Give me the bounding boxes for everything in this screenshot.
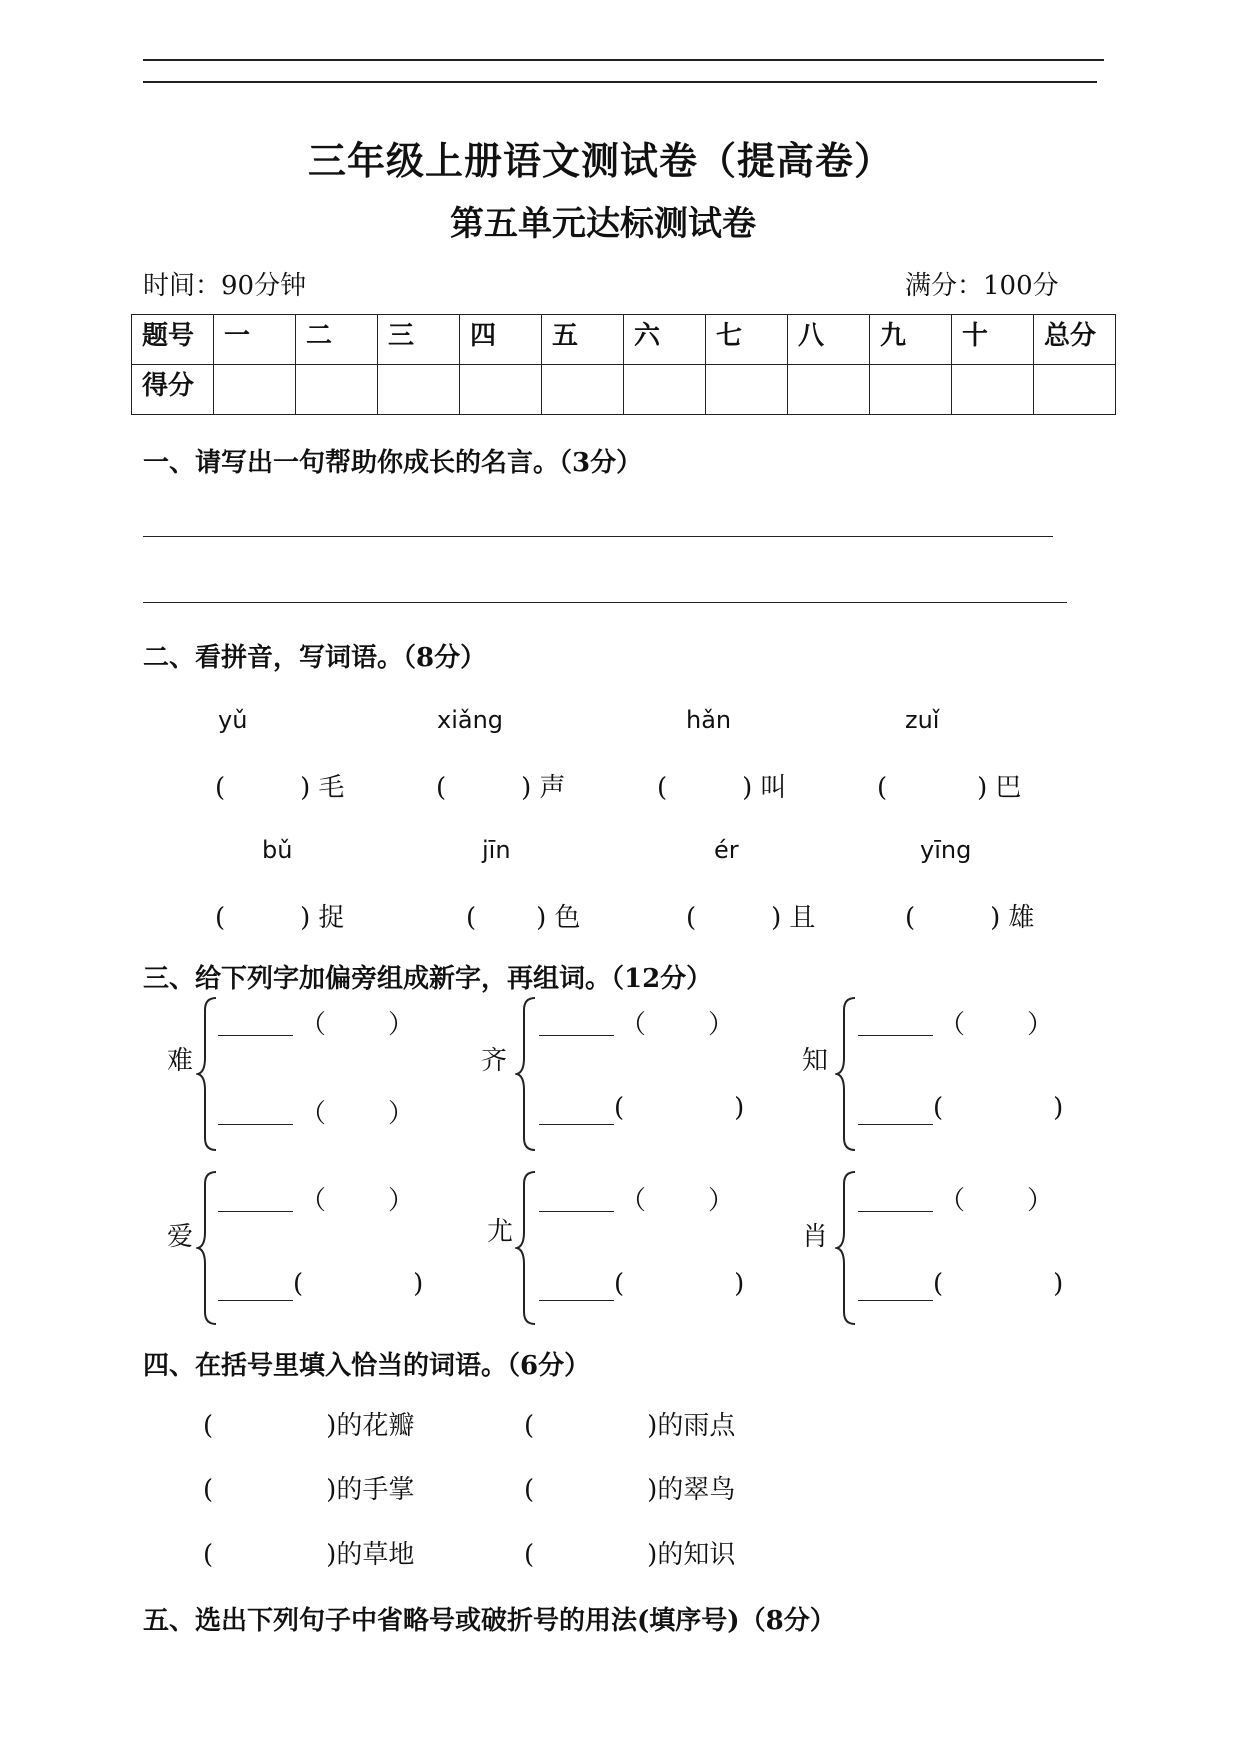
paren-close: ) [647, 1411, 658, 1441]
radical-blank[interactable] [858, 1035, 933, 1036]
header-cell: 八 [788, 315, 870, 365]
left-brace-icon [515, 1170, 537, 1326]
paren-open: （ [300, 1099, 327, 1129]
time-label: 时间：90分钟 [143, 271, 307, 301]
header-cell: 七 [706, 315, 788, 365]
score-cell[interactable] [460, 365, 542, 415]
word-char: 声 [539, 773, 566, 803]
left-brace-icon [835, 1170, 857, 1326]
radical-char: 难 [167, 1046, 194, 1076]
pinyin-answer-item[interactable] [877, 767, 1021, 804]
paren-close: ) [977, 773, 988, 803]
paren-close: ) [326, 1540, 337, 1570]
pinyin: bǔ [262, 836, 293, 864]
paren-open: ( [436, 773, 447, 803]
paren-open: ( [614, 1093, 625, 1123]
radical-blank[interactable] [218, 1211, 293, 1212]
paren-open: （ [300, 1010, 327, 1040]
paren-close: ) [647, 1475, 658, 1505]
pinyin: yǔ [218, 706, 248, 734]
paren-close: ) [990, 903, 1001, 933]
paren-close: ) [647, 1540, 658, 1570]
word-char: 色 [554, 903, 581, 933]
page-title: 三年级上册语文测试卷（提高卷） [308, 138, 894, 183]
fill-phrase: 的翠鸟 [657, 1475, 736, 1505]
paren-close: ) [1053, 1269, 1064, 1299]
radical-paren[interactable] [620, 1180, 734, 1217]
section-5-heading: 五、选出下列句子中省略号或破折号的用法(填序号)（8分） [143, 1606, 836, 1636]
score-cell[interactable] [788, 365, 870, 415]
radical-char: 爱 [167, 1222, 194, 1252]
word-char: 雄 [1008, 903, 1035, 933]
left-brace-icon [196, 996, 218, 1152]
header-cell: 总分 [1034, 315, 1116, 365]
paren-close: ) [734, 1269, 745, 1299]
header-cell: 九 [870, 315, 952, 365]
header-cell: 十 [952, 315, 1034, 365]
radical-blank[interactable] [218, 1124, 293, 1125]
pinyin: zuǐ [905, 706, 940, 734]
radical-blank[interactable] [858, 1300, 933, 1301]
paren-open: ( [614, 1269, 625, 1299]
header-cell: 题号 [132, 315, 214, 365]
paren-close: ) [300, 903, 311, 933]
fill-item[interactable] [203, 1405, 414, 1442]
paren-open: （ [939, 1010, 966, 1040]
score-cell[interactable] [706, 365, 788, 415]
radical-paren[interactable] [300, 1004, 414, 1041]
word-char: 巴 [995, 773, 1022, 803]
score-cell[interactable] [378, 365, 460, 415]
radical-blank[interactable] [858, 1124, 933, 1125]
score-table-score-row [132, 365, 1116, 415]
paren-close: ) [771, 903, 782, 933]
radical-char: 知 [802, 1046, 829, 1076]
paren-close: ) [536, 903, 547, 933]
paren-open: ( [877, 773, 888, 803]
top-rule-1 [143, 59, 1104, 61]
score-cell[interactable] [624, 365, 706, 415]
paren-close: ) [742, 773, 753, 803]
paren-close: ) [413, 1269, 424, 1299]
pinyin-answer-item[interactable] [905, 897, 1034, 934]
score-cell[interactable] [214, 365, 296, 415]
radical-char: 尤 [487, 1217, 514, 1247]
paren-open: ( [524, 1475, 535, 1505]
paren-close: ） [708, 1186, 735, 1216]
section-3-heading: 三、给下列字加偏旁组成新字，再组词。（12分） [143, 964, 713, 994]
score-cell[interactable] [952, 365, 1034, 415]
score-cell[interactable] [296, 365, 378, 415]
radical-paren[interactable] [614, 1093, 744, 1123]
header-cell: 一 [214, 315, 296, 365]
paren-open: ( [203, 1540, 214, 1570]
page-subtitle: 第五单元达标测试卷 [450, 204, 756, 244]
paren-open: （ [300, 1186, 327, 1216]
pinyin-answer-item[interactable] [657, 767, 786, 804]
fill-phrase: 的花瓣 [336, 1411, 415, 1441]
fill-item[interactable] [524, 1405, 735, 1442]
score-table-header-row [132, 315, 1116, 365]
paren-open: ( [215, 903, 226, 933]
radical-paren[interactable] [939, 1004, 1053, 1041]
paren-open: ( [203, 1475, 214, 1505]
paren-open: ( [203, 1411, 214, 1441]
score-table [131, 314, 1116, 415]
paren-close: ） [1027, 1186, 1054, 1216]
paren-close: ) [734, 1093, 745, 1123]
radical-paren[interactable] [939, 1180, 1053, 1217]
radical-blank[interactable] [218, 1035, 293, 1036]
word-char: 且 [789, 903, 816, 933]
pinyin-answer-item[interactable] [215, 767, 344, 804]
score-cell[interactable] [1034, 365, 1116, 415]
paren-close: ) [326, 1411, 337, 1441]
radical-blank[interactable] [858, 1211, 933, 1212]
paren-close: ) [521, 773, 532, 803]
radical-blank[interactable] [539, 1124, 614, 1125]
fill-item[interactable] [203, 1534, 414, 1571]
word-char: 毛 [318, 773, 345, 803]
paren-close: ） [388, 1186, 415, 1216]
section-1-heading: 一、请写出一句帮助你成长的名言。（3分） [143, 448, 643, 478]
fill-phrase: 的知识 [657, 1540, 736, 1570]
radical-blank[interactable] [539, 1300, 614, 1301]
pinyin: jīn [482, 836, 511, 864]
paren-open: ( [293, 1269, 304, 1299]
paren-open: ( [933, 1093, 944, 1123]
paren-open: ( [657, 773, 668, 803]
paren-open: ( [466, 903, 477, 933]
paren-close: ) [326, 1475, 337, 1505]
paren-open: ( [524, 1411, 535, 1441]
radical-paren[interactable] [293, 1269, 423, 1299]
fill-phrase: 的草地 [336, 1540, 415, 1570]
header-cell: 五 [542, 315, 624, 365]
fill-item[interactable] [203, 1469, 414, 1506]
fill-item[interactable] [524, 1534, 735, 1571]
radical-char: 齐 [481, 1046, 508, 1076]
pinyin-answer-item[interactable] [215, 897, 344, 934]
answer-line-2[interactable] [143, 602, 1067, 603]
paren-open: （ [620, 1186, 647, 1216]
paren-close: ) [1053, 1093, 1064, 1123]
paren-open: ( [905, 903, 916, 933]
fill-item[interactable] [524, 1469, 735, 1506]
paren-open: （ [939, 1186, 966, 1216]
paren-close: ） [388, 1010, 415, 1040]
fill-phrase: 的雨点 [657, 1411, 736, 1441]
left-brace-icon [835, 996, 857, 1152]
pinyin: ér [714, 836, 739, 864]
radical-paren[interactable] [620, 1004, 734, 1041]
score-cell[interactable] [870, 365, 952, 415]
header-cell: 二 [296, 315, 378, 365]
pinyin: xiǎng [437, 706, 504, 734]
radical-paren[interactable] [933, 1269, 1063, 1299]
pinyin-answer-item[interactable] [686, 897, 815, 934]
radical-blank[interactable] [539, 1035, 614, 1036]
paren-open: （ [620, 1010, 647, 1040]
fill-phrase: 的手掌 [336, 1475, 415, 1505]
pinyin-answer-item[interactable] [466, 897, 580, 934]
left-brace-icon [196, 1170, 218, 1326]
answer-line-1[interactable] [143, 536, 1053, 537]
radical-paren[interactable] [933, 1093, 1063, 1123]
radical-blank[interactable] [218, 1300, 293, 1301]
radical-paren[interactable] [300, 1180, 414, 1217]
top-rule-2 [143, 81, 1097, 83]
section-4-heading: 四、在括号里填入恰当的词语。（6分） [143, 1351, 591, 1381]
radical-paren[interactable] [300, 1093, 414, 1130]
score-cell[interactable] [542, 365, 624, 415]
paren-open: ( [215, 773, 226, 803]
pinyin-answer-item[interactable] [436, 767, 565, 804]
full-score-label: 满分：100分 [905, 271, 1059, 301]
header-cell: 六 [624, 315, 706, 365]
paren-close: ） [388, 1099, 415, 1129]
score-row-label: 得分 [132, 365, 214, 415]
paren-open: ( [933, 1269, 944, 1299]
radical-paren[interactable] [614, 1269, 744, 1299]
paren-close: ） [1027, 1010, 1054, 1040]
paren-open: ( [524, 1540, 535, 1570]
pinyin: hǎn [686, 706, 732, 734]
header-cell: 三 [378, 315, 460, 365]
pinyin: yīng [920, 836, 972, 864]
paren-close: ) [300, 773, 311, 803]
left-brace-icon [515, 996, 537, 1152]
word-char: 叫 [760, 773, 787, 803]
radical-blank[interactable] [539, 1211, 614, 1212]
header-cell: 四 [460, 315, 542, 365]
word-char: 捉 [318, 903, 345, 933]
radical-char: 肖 [802, 1222, 829, 1252]
paren-close: ） [708, 1010, 735, 1040]
paren-open: ( [686, 903, 697, 933]
section-2-heading: 二、看拼音，写词语。（8分） [143, 643, 487, 673]
